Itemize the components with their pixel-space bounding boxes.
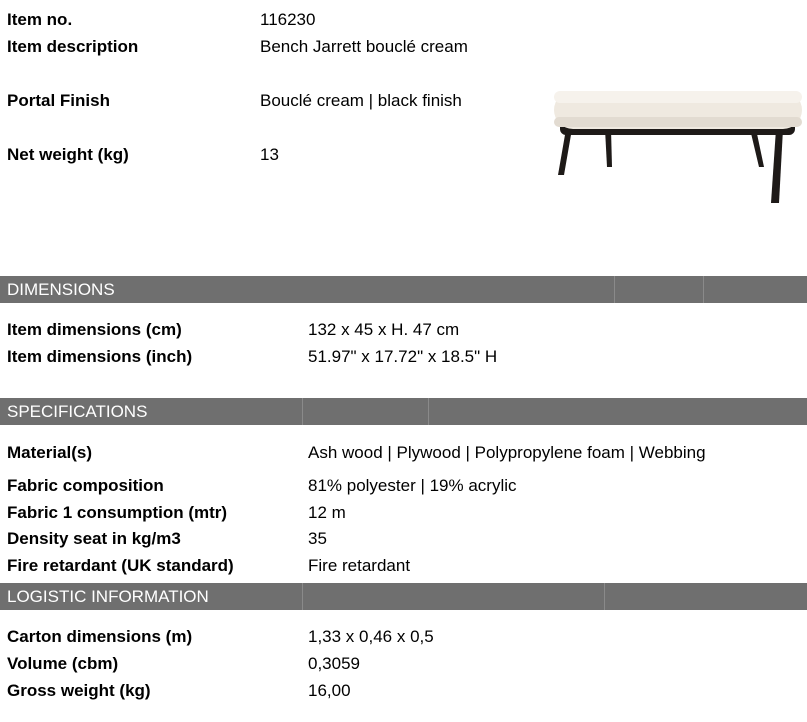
density-seat-label: Density seat in kg/m3 [7, 529, 181, 548]
carton-dimensions-value: 1,33 x 0,46 x 0,5 [308, 627, 434, 646]
portal-finish-label: Portal Finish [7, 91, 110, 110]
specification-row [0, 499, 807, 526]
fire-retardant-label: Fire retardant (UK standard) [7, 556, 234, 575]
fire-retardant-value: Fire retardant [308, 556, 411, 575]
materials-value: Ash wood | Plywood | Polypropylene foam | Webbing [308, 443, 706, 462]
logistic-row [0, 677, 807, 704]
volume-label: Volume (cbm) [7, 654, 119, 673]
fabric-consumption-value: 12 m [308, 503, 346, 522]
dimensions-inch-label: Item dimensions (inch) [7, 347, 193, 366]
net-weight-label: Net weight (kg) [7, 145, 129, 164]
specification-row [0, 552, 807, 579]
fabric-consumption-label: Fabric 1 consumption (mtr) [7, 503, 228, 522]
dimensions-cm-value: 132 x 45 x H. 47 cm [308, 320, 460, 339]
fabric-composition-value: 81% polyester | 19% acrylic [308, 476, 517, 495]
specification-row [0, 472, 807, 499]
specifications-section-header [0, 398, 807, 425]
specification-row [0, 525, 807, 552]
item-no-row [0, 6, 807, 33]
dimensions-row [0, 343, 807, 370]
dimensions-title: DIMENSIONS [7, 280, 115, 299]
logistic-row [0, 650, 807, 677]
bench-product-image [550, 85, 805, 210]
materials-label: Material(s) [7, 443, 93, 462]
dimensions-section-header [0, 276, 807, 303]
carton-dimensions-label: Carton dimensions (m) [7, 627, 193, 646]
portal-finish-value: Bouclé cream | black finish [260, 91, 462, 110]
item-no-value: 116230 [260, 10, 316, 29]
item-description-row [0, 33, 807, 60]
logistic-row [0, 623, 807, 650]
gross-weight-value: 16,00 [308, 681, 351, 700]
volume-value: 0,3059 [308, 654, 360, 673]
density-seat-value: 35 [308, 529, 327, 548]
gross-weight-label: Gross weight (kg) [7, 681, 151, 700]
dimensions-inch-value: 51.97" x 17.72" x 18.5" H [308, 347, 498, 366]
dimensions-row [0, 316, 807, 343]
fabric-composition-label: Fabric composition [7, 476, 164, 495]
specification-row [0, 439, 807, 466]
specifications-title: SPECIFICATIONS [7, 402, 148, 421]
logistic-section-header [0, 583, 807, 610]
net-weight-value: 13 [260, 145, 279, 164]
item-no-label: Item no. [7, 10, 73, 29]
bench-image [550, 85, 805, 210]
dimensions-cm-label: Item dimensions (cm) [7, 320, 182, 339]
item-description-label: Item description [7, 37, 139, 56]
item-description-value: Bench Jarrett bouclé cream [260, 37, 468, 56]
logistic-title: LOGISTIC INFORMATION [7, 587, 209, 606]
